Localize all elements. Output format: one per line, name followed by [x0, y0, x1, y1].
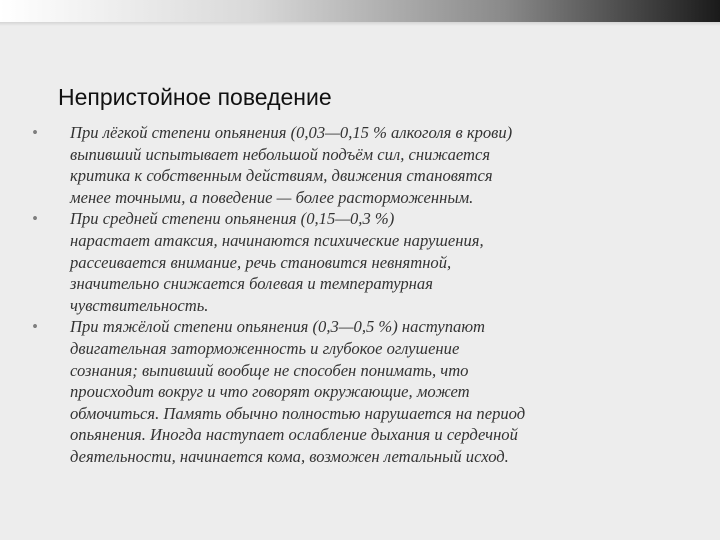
- bullet-icon: •: [32, 317, 38, 337]
- bullet-item-mild: [28, 122, 708, 208]
- bullet-item-moderate: [28, 208, 708, 316]
- bullet-text-line: чувствительность.: [70, 295, 209, 315]
- bullet-text-line: обмочиться. Память обычно полностью нарушается на период: [70, 403, 526, 423]
- bullet-text-line: критика к собственным действиям, движения становятся: [70, 166, 493, 186]
- bullet-text-line: выпивший испытывает небольшой подъём сил, снижается: [70, 144, 491, 164]
- bullet-item-severe: [28, 316, 708, 467]
- slide-header-bar: [0, 0, 720, 22]
- bullet-text-line: менее точными, а поведение — более расторможенным.: [70, 187, 474, 207]
- bullet-text-line: При тяжёлой степени опьянения (0,3—0,5 %) наступают: [70, 317, 486, 337]
- bullet-text-line: опьянения. Иногда наступает ослабление дыхания и сердечной: [70, 425, 518, 445]
- slide-title: Непристойное поведение: [58, 84, 332, 110]
- bullet-text-line: значительно снижается болевая и температурная: [70, 274, 433, 294]
- bullet-text-line: При лёгкой степени опьянения (0,03—0,15 % алкоголя в крови): [70, 123, 513, 142]
- slide-header-shadow: [0, 22, 720, 26]
- bullet-text-line: двигательная заторможенность и глубокое оглушение: [70, 338, 460, 358]
- bullet-text-line: происходит вокруг и что говорят окружающие, может: [70, 382, 470, 402]
- bullet-text-line: нарастает атаксия, начинаются психические нарушения,: [70, 230, 484, 250]
- bullet-icon: •: [32, 123, 38, 142]
- bullet-list: [28, 122, 708, 468]
- bullet-text-line: При средней степени опьянения (0,15—0,3 %): [70, 209, 395, 229]
- bullet-text-line: деятельности, начинается кома, возможен летальный исход.: [70, 446, 509, 466]
- bullet-text-line: сознания; выпивший вообще не способен понимать, что: [70, 360, 469, 380]
- bullet-icon: •: [32, 209, 38, 229]
- bullet-text-line: рассеивается внимание, речь становится невнятной,: [70, 252, 452, 272]
